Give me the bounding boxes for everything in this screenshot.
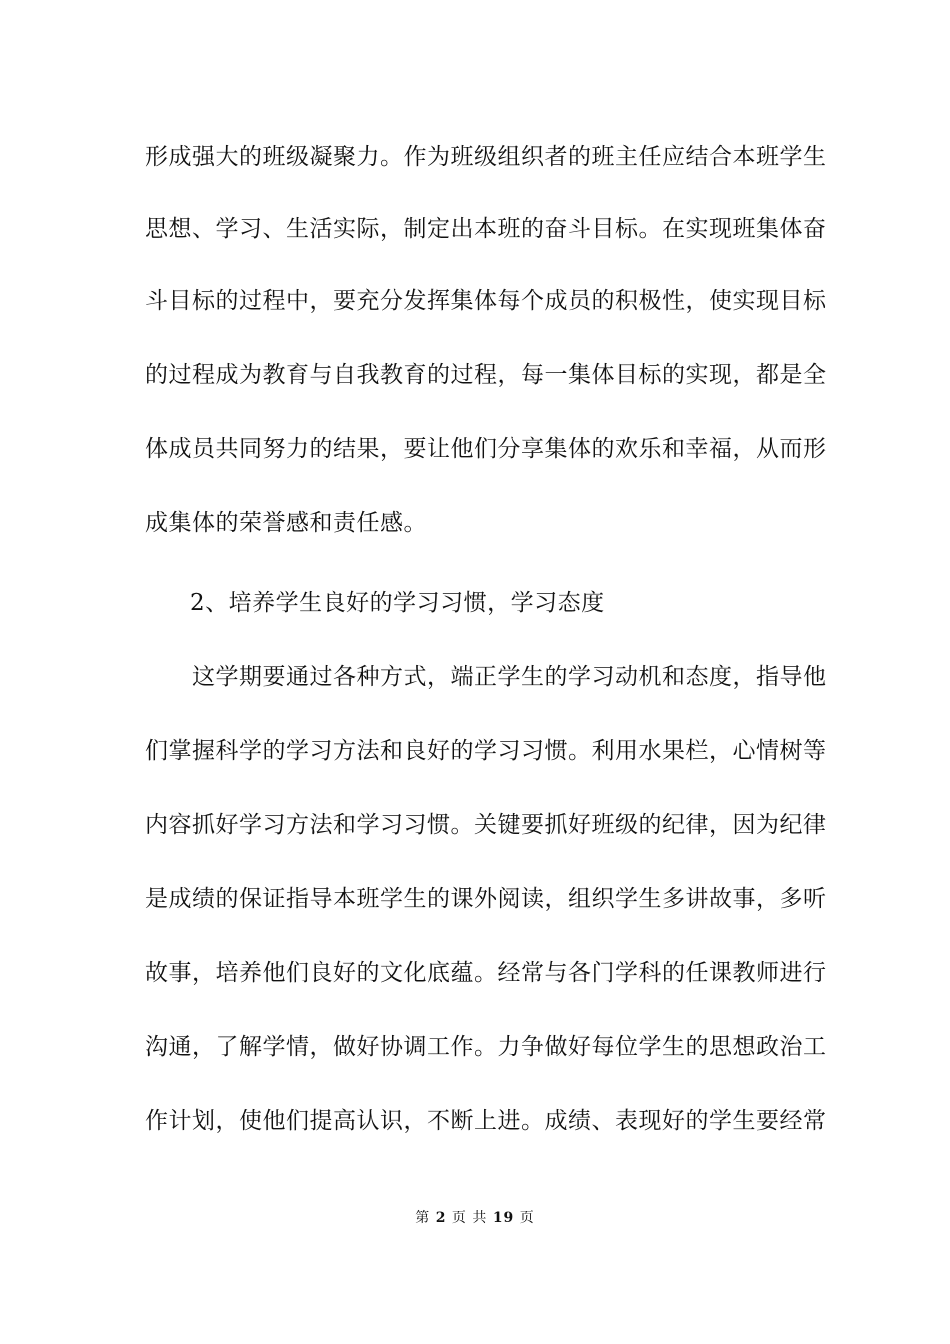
paragraph-line: 们掌握科学的学习方法和良好的学习习惯。利用水果栏，心情树等 — [145, 738, 827, 764]
total-page-count: 19 — [492, 1210, 515, 1226]
current-page-number: 2 — [435, 1210, 447, 1226]
paragraph-line: 的过程成为教育与自我教育的过程，每一集体目标的实现，都是全 — [145, 362, 827, 388]
paragraph-line: 故事，培养他们良好的文化底蕴。经常与各门学科的任课教师进行 — [145, 960, 827, 986]
section-heading: 2、培养学生良好的学习习惯，学习态度 — [190, 590, 605, 616]
paragraph-line: 体成员共同努力的结果，要让他们分享集体的欢乐和幸福，从而形 — [145, 436, 827, 462]
footer-middle: 页 共 — [451, 1210, 488, 1226]
paragraph-line: 作计划，使他们提高认识，不断上进。成绩、表现好的学生要经常 — [145, 1108, 827, 1134]
paragraph-line: 斗目标的过程中，要充分发挥集体每个成员的积极性，使实现目标 — [145, 288, 827, 314]
footer-prefix: 第 — [415, 1210, 431, 1226]
paragraph-line: 是成绩的保证指导本班学生的课外阅读，组织学生多讲故事，多听 — [145, 886, 827, 912]
paragraph-line: 这学期要通过各种方式，端正学生的学习动机和态度，指导他 — [192, 664, 827, 690]
paragraph-line: 内容抓好学习方法和学习习惯。关键要抓好班级的纪律，因为纪律 — [145, 812, 827, 838]
paragraph-line: 形成强大的班级凝聚力。作为班级组织者的班主任应结合本班学生 — [145, 144, 827, 170]
footer-suffix: 页 — [519, 1210, 535, 1226]
page-footer — [0, 1209, 950, 1227]
paragraph-line: 成集体的荣誉感和责任感。 — [145, 510, 427, 536]
paragraph-line: 思想、学习、生活实际，制定出本班的奋斗目标。在实现班集体奋 — [145, 216, 827, 242]
paragraph-line: 沟通，了解学情，做好协调工作。力争做好每位学生的思想政治工 — [145, 1034, 827, 1060]
